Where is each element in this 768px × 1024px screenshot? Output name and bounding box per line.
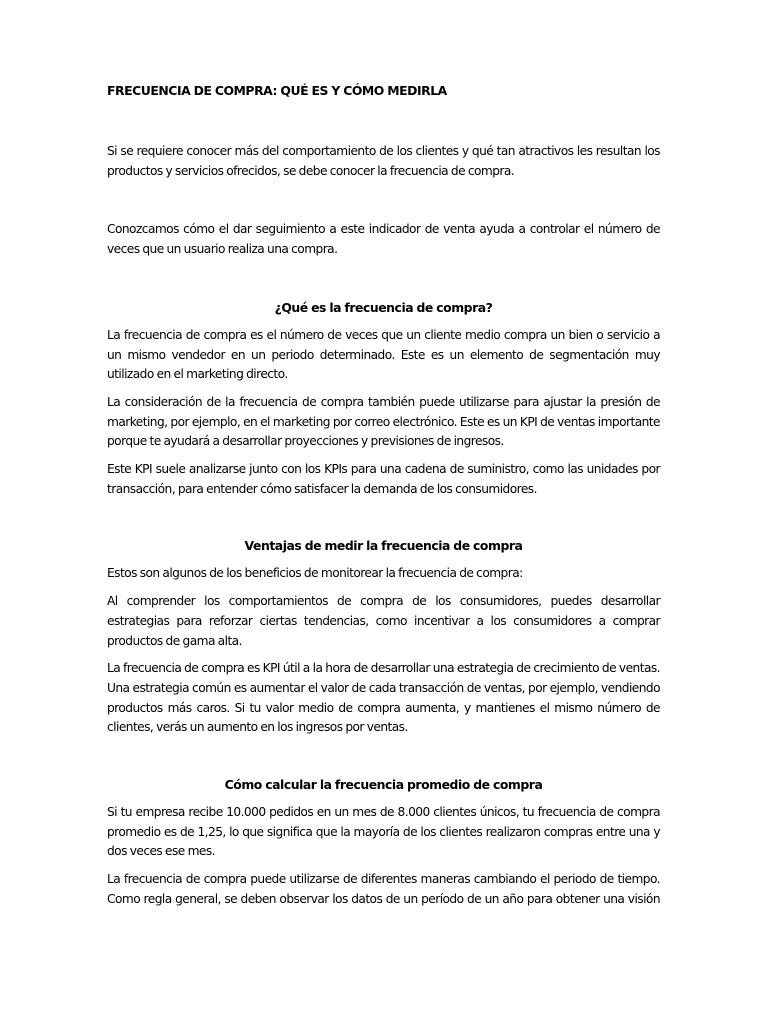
section-heading-como-calcular: Cómo calcular la frecuencia promedio de compra xyxy=(224,777,543,793)
intro-paragraph-2: Conozcamos cómo el dar seguimiento a este indicador de venta ayuda a controlar el número de veces que un usuario realiza una compra. xyxy=(107,222,660,257)
intro-paragraph-1: Si se requiere conocer más del comportamiento de los clientes y qué tan atractivos les resultan los productos y servicios ofrecidos, se debe conocer la frecuencia de compra. xyxy=(107,144,660,178)
document-title: FRECUENCIA DE COMPRA: QUÉ ES Y CÓMO MEDIRLA xyxy=(107,83,447,98)
section-1-paragraph-2: La consideración de la frecuencia de compra también puede utilizarse para ajustar la presión de marketing, por ejemplo, en el marketing por correo electrónico. Este es un KPI de ventas importante porque te ayudará a desarrollar proyecciones y previsiones de ingresos. xyxy=(107,394,660,449)
section-1-paragraph-3: Este KPI suele analizarse junto con los KPIs para una cadena de suministro, como las unidades por transacción, para entender cómo satisfacer la demanda de los consumidores. xyxy=(107,462,660,496)
section-3-paragraph-1: Si tu empresa recibe 10.000 pedidos en un mes de 8.000 clientes únicos, tu frecuencia de compra promedio es de 1,25, lo que significa que la mayoría de los clientes realizaron compras entre una y dos veces ese mes. xyxy=(107,805,660,859)
section-2-paragraph-2: Al comprender los comportamientos de compra de los consumidores, puedes desarrollar estrategias para reforzar ciertas tendencias, como incentivar a los consumidores a comprar productos de gama alta. xyxy=(107,594,660,648)
section-heading-ventajas: Ventajas de medir la frecuencia de compra xyxy=(244,538,523,554)
document-body xyxy=(107,82,660,910)
section-2-paragraph-3: La frecuencia de compra es KPI útil a la hora de desarrollar una estrategia de crecimiento de ventas. Una estrategia común es aumentar el valor de cada transacción de ventas, por ejemplo, vendiendo productos más caros. Si tu valor medio de compra aumenta, y mantienes el mismo número de clientes, verás un aumento en los ingresos por ventas. xyxy=(107,661,660,735)
section-2-paragraph-1: Estos son algunos de los beneficios de monitorear la frecuencia de compra: xyxy=(107,566,523,581)
section-3-paragraph-2: La frecuencia de compra puede utilizarse de diferentes maneras cambiando el periodo de tiempo. Como regla general, se deben observar los datos de un período de un año para obtener una visión xyxy=(107,872,660,906)
section-heading-que-es: ¿Qué es la frecuencia de compra? xyxy=(274,299,493,315)
section-1-paragraph-1: La frecuencia de compra es el número de veces que un cliente medio compra un bien o servicio a un mismo vendedor en un periodo determinado. Este es un elemento de segmentación muy utilizado en el marketing directo. xyxy=(107,327,660,382)
